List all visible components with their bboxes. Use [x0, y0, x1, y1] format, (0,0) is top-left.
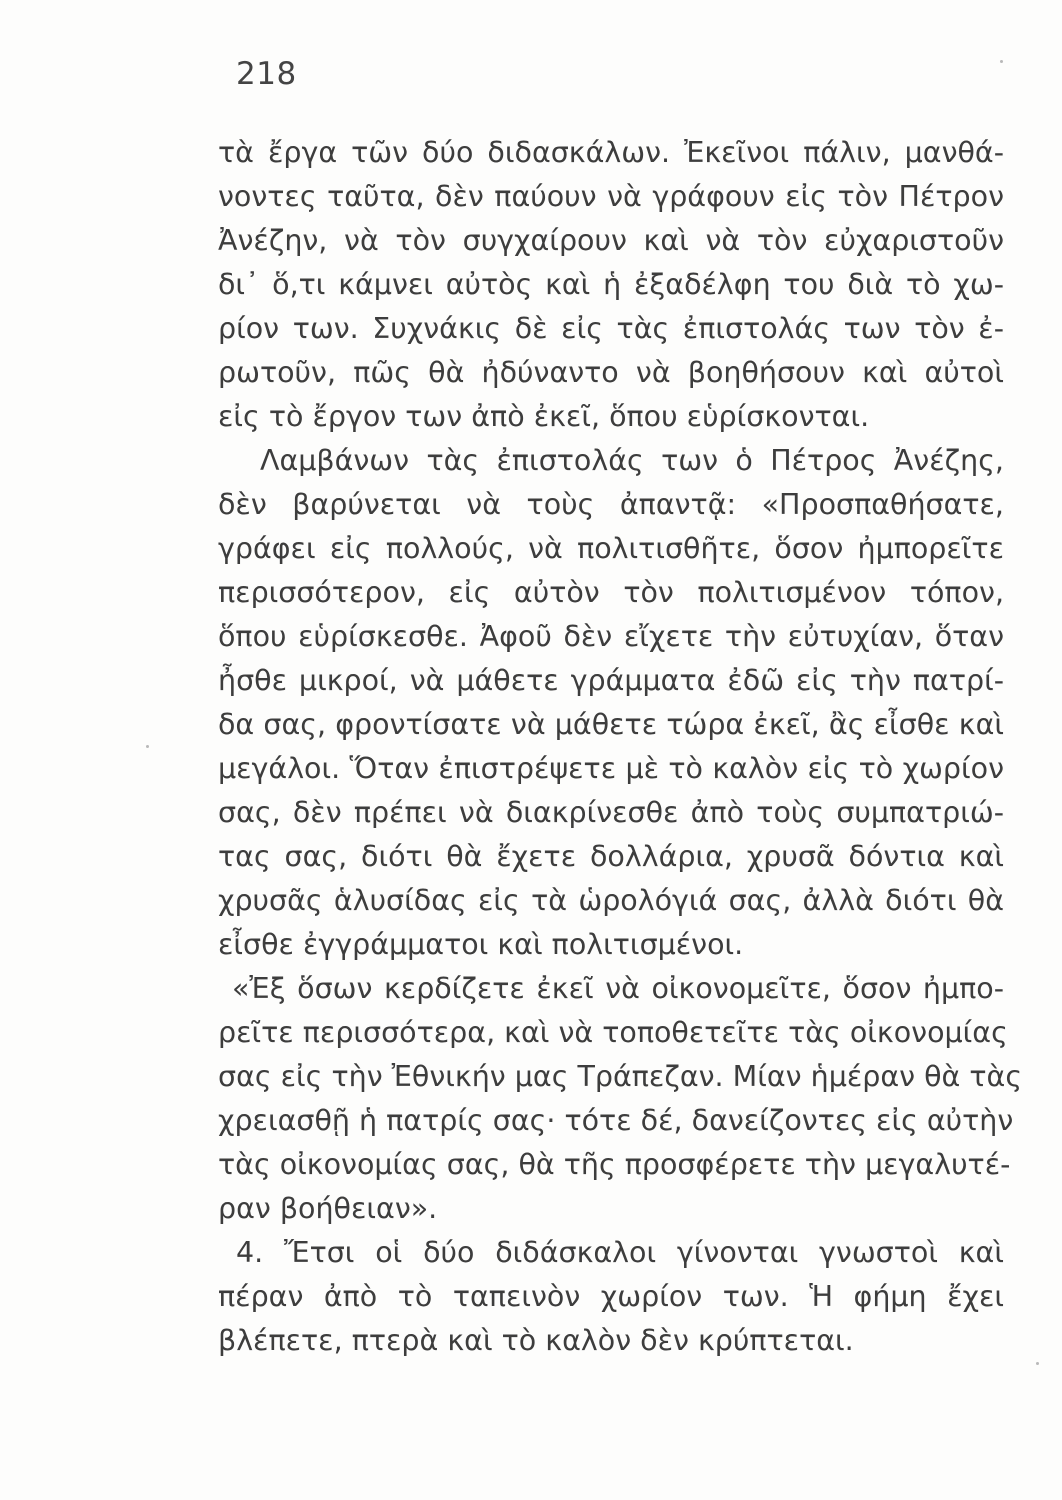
text-line: περισσότερον, εἰς αὐτὸν τὸν πολιτισμένον τόπον, [218, 576, 1004, 609]
text-line: τὰς οἰκονομίας σας, θὰ τῆς προσφέρετε τὴν μεγαλυτέ- [218, 1148, 1011, 1181]
text-line: ὅπου εὑρίσκεσθε. Ἀφοῦ δὲν εἴχετε τὴν εὐτυχίαν, ὅταν [218, 620, 1004, 653]
text-line: τὰ ἔργα τῶν δύο διδασκάλων. Ἐκεῖνοι πάλιν, μανθά- [218, 136, 1004, 169]
text-line: χρυσᾶς ἁλυσίδας εἰς τὰ ὡρολόγιά σας, ἀλλὰ διότι θὰ [218, 884, 1004, 917]
scan-speck [1000, 60, 1003, 63]
text-line: δὲν βαρύνεται νὰ τοὺς ἀπαντᾷ: «Προσπαθήσατε, [218, 488, 1004, 521]
text-line: ἦσθε μικροί, νὰ μάθετε γράμματα ἐδῶ εἰς τὴν πατρί- [218, 664, 1004, 697]
text-line: σας εἰς τὴν Ἐθνικήν μας Τράπεζαν. Μίαν ἡμέραν θὰ τὰς [218, 1060, 1023, 1093]
text-line: Ἀνέζην, νὰ τὸν συγχαίρουν καὶ νὰ τὸν εὐχαριστοῦν [218, 224, 1004, 257]
text-line: ρωτοῦν, πῶς θὰ ἠδύναντο νὰ βοηθήσουν καὶ αὐτοὶ [218, 356, 1004, 389]
scan-speck [146, 745, 149, 748]
page-number: 218 [236, 56, 297, 92]
text-line: χρειασθῇ ἡ πατρίς σας· τότε δέ, δανείζοντες εἰς αὐτὴν [218, 1104, 1014, 1137]
text-line: πέραν ἀπὸ τὸ ταπεινὸν χωρίον των. Ἡ φήμη ἔχει [218, 1280, 1004, 1313]
text-line: ρίον των. Συχνάκις δὲ εἰς τὰς ἐπιστολάς των τὸν ἐ- [218, 312, 1004, 345]
text-line: ραν βοήθειαν». [218, 1192, 438, 1225]
text-line: ρεῖτε περισσότερα, καὶ νὰ τοποθετεῖτε τὰς οἰκονομίας [218, 1016, 1008, 1049]
text-line: βλέπετε, πτερὰ καὶ τὸ καλὸν δὲν κρύπτεται. [218, 1324, 854, 1357]
text-line: εἰς τὸ ἔργον των ἀπὸ ἐκεῖ, ὅπου εὑρίσκονται. [218, 400, 870, 433]
text-line: μεγάλοι. Ὅταν ἐπιστρέψετε μὲ τὸ καλὸν εἰς τὸ χωρίον [218, 752, 1004, 785]
text-line: σας, δὲν πρέπει νὰ διακρίνεσθε ἀπὸ τοὺς συμπατριώ- [218, 796, 1004, 829]
text-line: νοντες ταῦτα, δὲν παύουν νὰ γράφουν εἰς τὸν Πέτρον [218, 180, 1004, 213]
text-line: δι᾽ ὅ,τι κάμνει αὐτὸς καὶ ἡ ἐξαδέλφη του διὰ τὸ χω- [218, 268, 1004, 301]
paragraph-start-line: «Ἐξ ὅσων κερδίζετε ἐκεῖ νὰ οἰκονομεῖτε, ὅσον ἠμπο- [232, 972, 1004, 1005]
text-line: εἶσθε ἐγγράμματοι καὶ πολιτισμένοι. [218, 928, 744, 961]
scan-speck [1036, 1362, 1039, 1365]
section-start-line: 4. Ἔτσι οἱ δύο διδάσκαλοι γίνονται γνωστοὶ καὶ [236, 1236, 1004, 1269]
text-line: τας σας, διότι θὰ ἔχετε δολλάρια, χρυσᾶ δόντια καὶ [218, 840, 1004, 873]
text-line: δα σας, φροντίσατε νὰ μάθετε τώρα ἐκεῖ, ἂς εἶσθε καὶ [218, 708, 1004, 741]
text-line: γράφει εἰς πολλούς, νὰ πολιτισθῆτε, ὅσον ἠμπορεῖτε [218, 532, 1004, 565]
paragraph-start-line: Λαμβάνων τὰς ἐπιστολάς των ὁ Πέτρος Ἀνέζης, [260, 444, 1004, 477]
